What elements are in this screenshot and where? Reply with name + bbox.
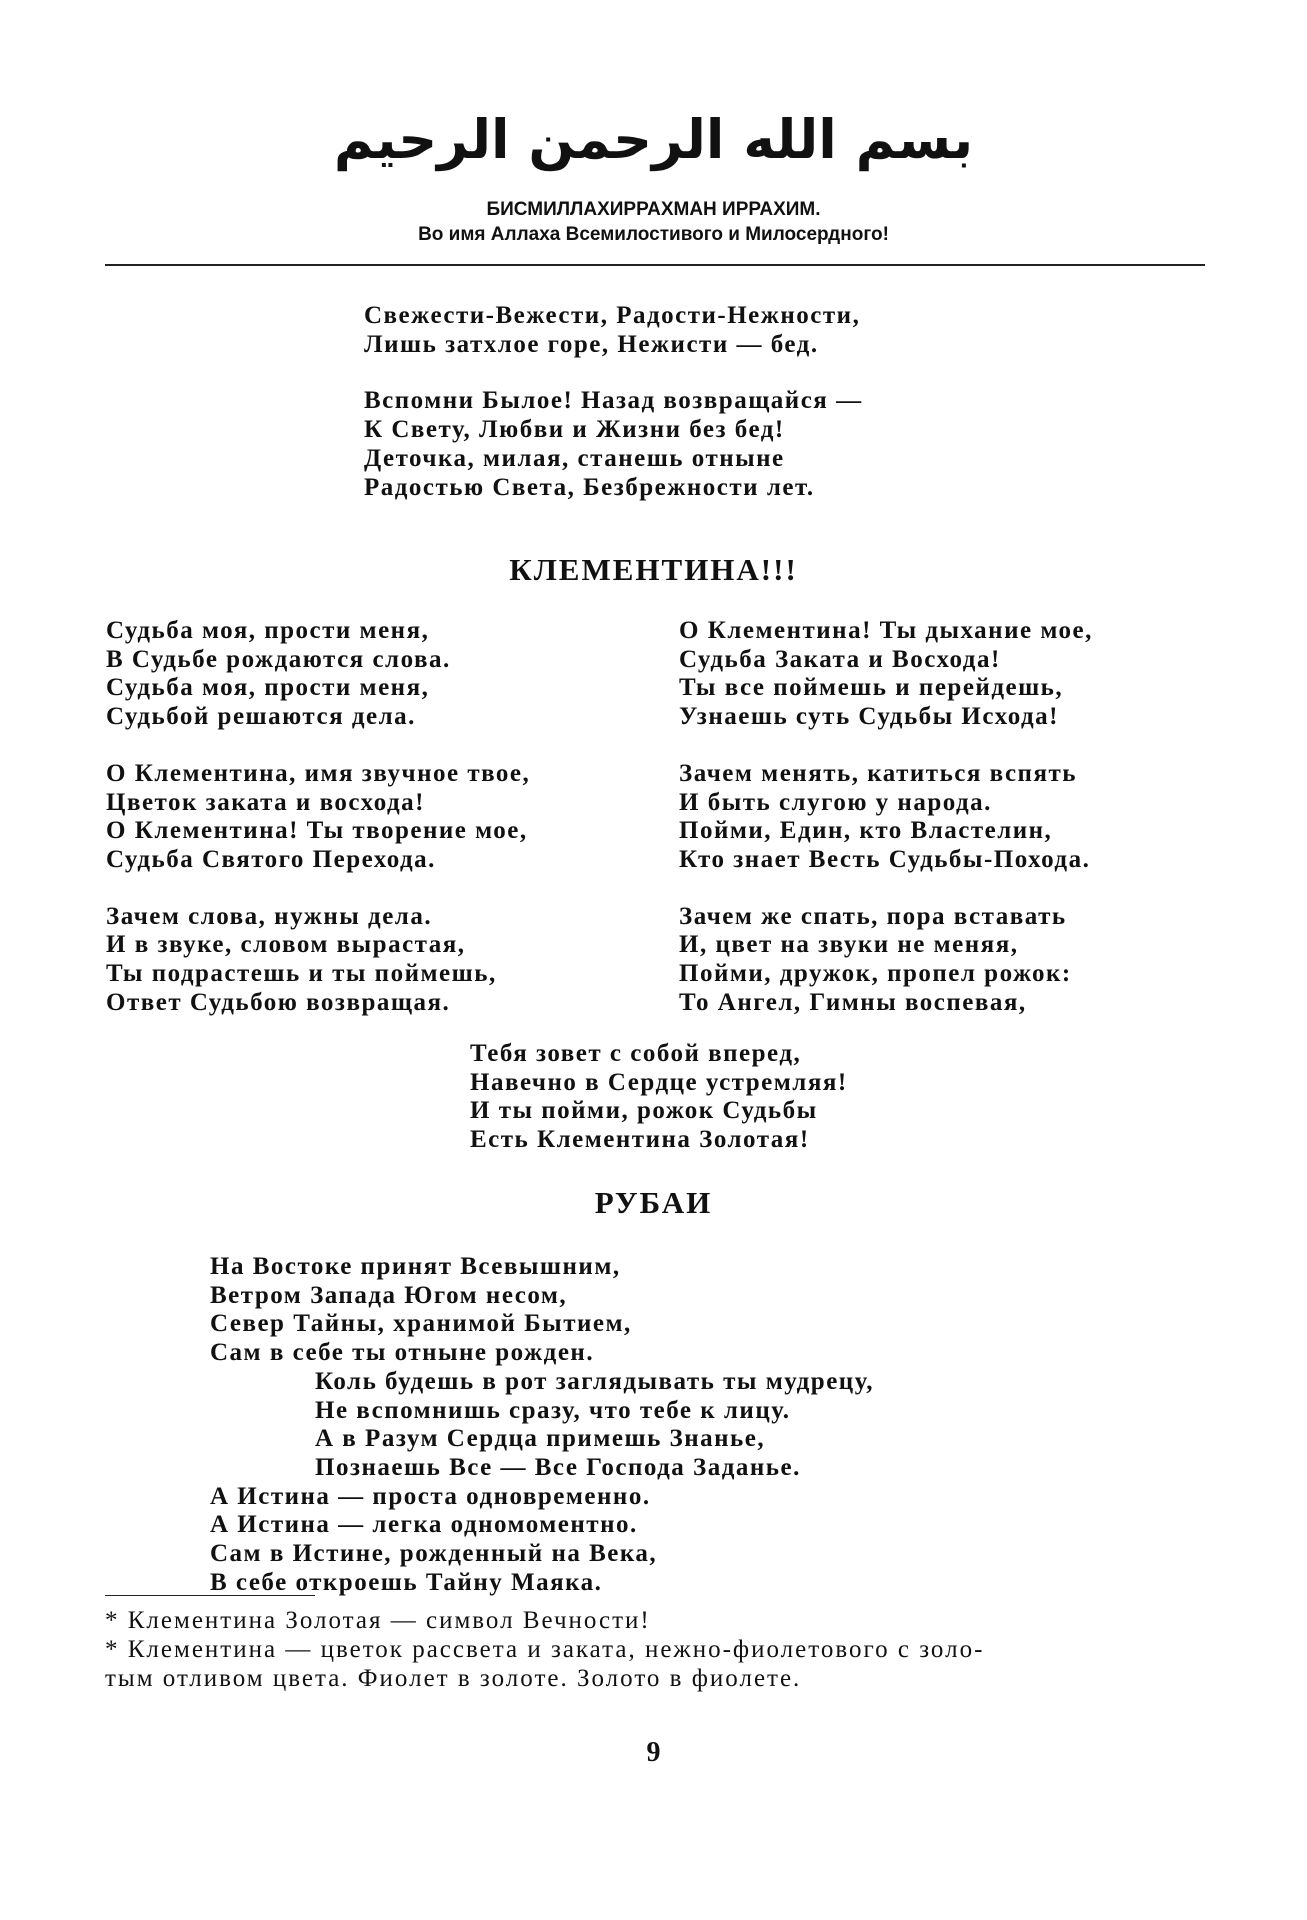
verse-line: Кто знает Весть Судьбы-Похода. bbox=[679, 845, 1091, 873]
footnotes bbox=[105, 1606, 1205, 1693]
verse-line: Навечно в Сердце устремляя! bbox=[470, 1068, 848, 1096]
clementina-closing-stanza bbox=[470, 1040, 848, 1155]
section-title-clementina: КЛЕМЕНТИНА!!! bbox=[509, 552, 798, 587]
clementina-right-column bbox=[679, 617, 1093, 1017]
verse-line: Зачем же спать, пора вставать bbox=[679, 902, 1067, 930]
verse-line: Пойми, дружок, пропел рожок: bbox=[679, 960, 1072, 988]
basmala-transliteration: БИСМИЛЛАХИРРАХМАН ИРРАХИМ. bbox=[486, 199, 821, 220]
verse-line: Ты все поймешь и перейдешь, bbox=[679, 674, 1064, 702]
verse-line: На Востоке принят Всевышним, bbox=[210, 1253, 621, 1280]
verse-line: Пойми, Един, кто Властелин, bbox=[679, 817, 1053, 845]
verse-line-indented: Коль будешь в рот заглядывать ты мудрецу, bbox=[315, 1367, 874, 1395]
verse-line: И ты пойми, рожок Судьбы bbox=[470, 1097, 818, 1125]
verse-line: Судьба Святого Перехода. bbox=[106, 845, 436, 873]
verse-line-indented: Не вспомнишь сразу, что тебе к лицу. bbox=[315, 1396, 791, 1424]
verse-line: Судьбой решаются дела. bbox=[106, 703, 416, 731]
basmala-calligraphy: بسم الله الرحمن الرحيم bbox=[333, 108, 974, 171]
verse-line: Лишь затхлое горе, Нежисти — бед. bbox=[364, 330, 819, 358]
verse-line: Судьба Заката и Восхода! bbox=[679, 645, 1001, 673]
basmala-header bbox=[0, 197, 1307, 247]
verse-line: О Клементина! Ты творение мое, bbox=[106, 817, 528, 845]
verse-line: Свежести-Вежести, Радости-Нежности, bbox=[364, 302, 861, 329]
section-title-rubai: РУБАИ bbox=[594, 1185, 713, 1220]
verse-line-indented: Познаешь Все — Все Господа Заданье. bbox=[315, 1453, 801, 1481]
verse-line: Север Тайны, хранимой Бытием, bbox=[210, 1310, 632, 1338]
verse-line: Сам в Истине, рожденный на Века, bbox=[210, 1540, 658, 1568]
verse-line: Ответ Судьбою возвращая. bbox=[106, 988, 451, 1016]
rubai-verse bbox=[210, 1253, 874, 1597]
verse-line: И быть слугою у народа. bbox=[679, 788, 992, 816]
verse-line: Судьба моя, прости меня, bbox=[106, 617, 430, 644]
verse-line-indented: А в Разум Сердца примешь Знанье, bbox=[315, 1425, 766, 1453]
intro-stanza-1 bbox=[364, 302, 863, 359]
verse-line: К Свету, Любви и Жизни без бед! bbox=[364, 416, 785, 444]
verse-line: И, цвет на звуки не меняя, bbox=[679, 931, 1019, 959]
intro-stanza-2 bbox=[364, 387, 863, 502]
verse-line: Узнаешь суть Судьбы Исхода! bbox=[679, 703, 1059, 731]
left-stanza-1 bbox=[106, 617, 530, 732]
verse-line: В себе откроешь Тайну Маяка. bbox=[210, 1568, 603, 1596]
basmala-translation: Во имя Аллаха Всемилостивого и Милосердного! bbox=[418, 224, 889, 245]
verse-line: О Клементина, имя звучное твое, bbox=[106, 759, 531, 787]
right-stanza-3 bbox=[679, 903, 1093, 1018]
page-number: 9 bbox=[646, 1737, 661, 1768]
verse-line: Зачем менять, катиться вспять bbox=[679, 759, 1077, 787]
right-stanza-2 bbox=[679, 760, 1093, 875]
footnote-line: * Клементина Золотая — символ Вечности! bbox=[105, 1607, 651, 1634]
left-stanza-3 bbox=[106, 903, 530, 1018]
verse-line: А Истина — легка одномоментно. bbox=[210, 1511, 638, 1539]
footnote-divider bbox=[105, 1595, 315, 1596]
verse-line: Цветок заката и восхода! bbox=[106, 788, 425, 816]
left-stanza-2 bbox=[106, 760, 530, 875]
header-divider bbox=[105, 264, 1205, 266]
right-stanza-1 bbox=[679, 617, 1093, 732]
verse-line: Ты подрастешь и ты поймешь, bbox=[106, 960, 497, 988]
verse-line: И в звуке, словом вырастая, bbox=[106, 931, 466, 959]
verse-line: Есть Клементина Золотая! bbox=[470, 1126, 810, 1154]
footnote-line: тым отливом цвета. Фиолет в золоте. Золото в фиолете. bbox=[105, 1665, 802, 1692]
verse-line: Радостью Света, Безбрежности лет. bbox=[364, 473, 815, 501]
verse-line: В Судьбе рождаются слова. bbox=[106, 645, 451, 673]
verse-line: Ветром Запада Югом несом, bbox=[210, 1281, 568, 1309]
verse-line: Сам в себе ты отныне рожден. bbox=[210, 1339, 595, 1367]
verse-line: Тебя зовет с собой вперед, bbox=[470, 1040, 802, 1067]
intro-verse bbox=[364, 302, 863, 502]
clementina-left-column bbox=[106, 617, 530, 1017]
verse-line: Судьба моя, прости меня, bbox=[106, 674, 430, 702]
verse-line: О Клементина! Ты дыхание мое, bbox=[679, 617, 1093, 644]
verse-line: Деточка, милая, станешь отныне bbox=[364, 444, 785, 472]
verse-line: Вспомни Былое! Назад возвращайся — bbox=[364, 387, 863, 415]
verse-line: Зачем слова, нужны дела. bbox=[106, 902, 433, 930]
verse-line: А Истина — проста одновременно. bbox=[210, 1482, 651, 1510]
footnote-line: * Клементина — цветок рассвета и заката, нежно-фиолетового с золо- bbox=[105, 1636, 985, 1663]
verse-line: То Ангел, Гимны воспевая, bbox=[679, 988, 1027, 1016]
